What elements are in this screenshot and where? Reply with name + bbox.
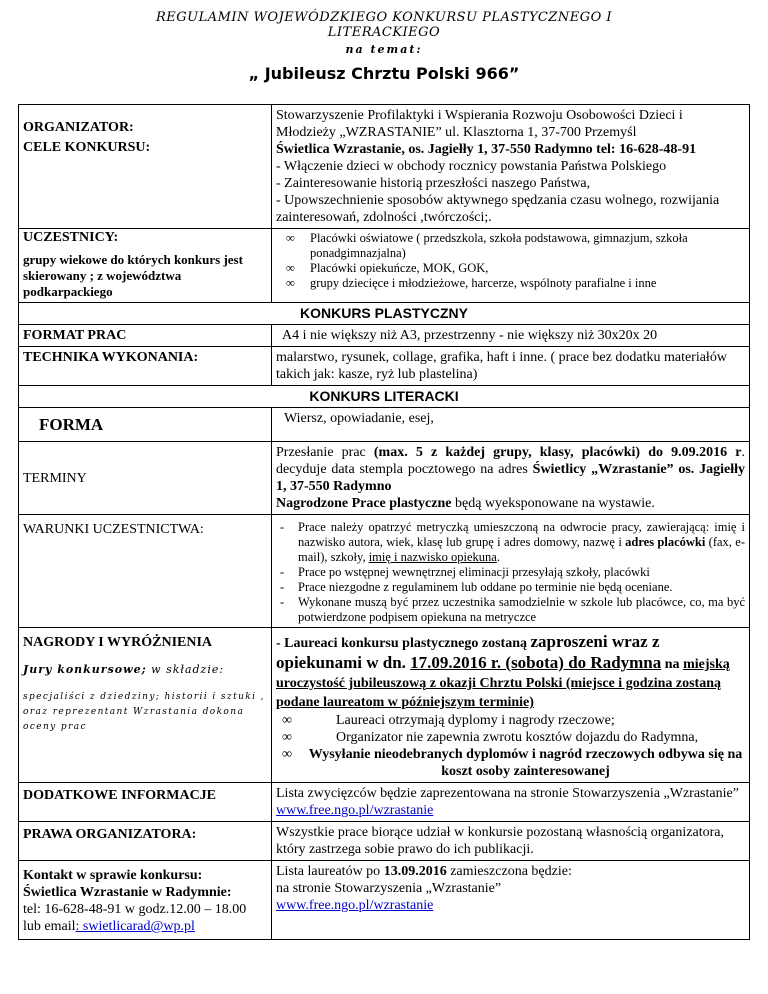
exhibition-note: będą wyeksponowane na wystawie. — [451, 496, 655, 511]
deadlines-value — [272, 442, 750, 515]
rights-value: Wszystkie prace biorące udział w konkursie pozostaną własnością organizatora, który zastrzega sobie prawo do ich publikacji. — [272, 822, 750, 861]
participants-item: ∞ Placówki opiekuńcze, MOK, GOK, — [310, 261, 745, 276]
jury-label: Jury konkursowe; — [23, 663, 147, 676]
prizes-list — [276, 712, 745, 780]
label-additional: DODATKOWE INFORMACJE — [19, 783, 272, 822]
conditions-list — [276, 520, 745, 625]
rules-table — [18, 104, 750, 940]
prizes-cell — [272, 628, 750, 783]
additional-cell — [272, 783, 750, 822]
prizes-event-date: 17.09.2016 r. (sobota) do Radymna — [410, 653, 662, 672]
contact-email-link[interactable]: : swietlicarad@wp.pl — [75, 919, 195, 934]
deadline-stamp-note: . decyduje data stempla pocztowego na adres — [276, 445, 745, 477]
document-header — [0, 0, 768, 83]
organizer-address: Świetlica Wzrastanie, os. Jagiełły 1, 37-550 Radymno tel: 16-628-48-91 — [276, 142, 697, 157]
prizes-item: ∞ Organizator nie zapewnia zwrotu kosztów dojazdu do Radymna, — [306, 729, 745, 746]
condition-text: . — [496, 550, 500, 564]
participants-item: ∞ grupy dziecięce i młodzieżowe, harcerze, wspólnoty parafialne i inne — [310, 276, 745, 291]
deadline-text: Przesłanie prac — [276, 445, 374, 460]
prizes-invitation: zaproszeni wraz z opiekunami w dn. — [276, 632, 660, 672]
winners-list-text: Lista laureatów po — [276, 864, 384, 879]
prizes-text: na — [661, 657, 684, 672]
label-deadlines: TERMINY — [19, 442, 272, 515]
goals-item-1: - Włączenie dzieci w obchody rocznicy powstania Państwa Polskiego — [276, 159, 667, 174]
condition-underlined: imię i nazwisko opiekuna — [368, 550, 497, 564]
lit-section-heading: KONKURS LITERACKI — [19, 386, 750, 408]
label-conditions: WARUNKI UCZESTNICTWA: — [19, 515, 272, 628]
row-contact — [19, 861, 750, 940]
contact-phone-hours: tel: 16-628-48-91 w godz.12.00 – 18.00 lub email — [23, 902, 247, 934]
label-rights: PRAWA ORGANIZATORA: — [19, 822, 272, 861]
label-prizes: NAGRODY I WYRÓŻNIENIA — [23, 635, 213, 650]
label-technique: TECHNIKA WYKONANIA: — [19, 347, 272, 386]
deadline-address: Świetlicy „Wzrastanie” os. Jagiełły 1, 37-550 Radymno — [276, 462, 745, 494]
label-organizer: ORGANIZATOR: — [19, 105, 272, 229]
additional-link[interactable]: www.free.ngo.pl/wzrastanie — [276, 803, 434, 818]
jury-rest: w składzie: — [146, 663, 225, 676]
deadline-date: (max. 5 z każdej grupy, klasy, placówki) do 9.09.2016 r — [373, 445, 742, 460]
condition-bold: adres placówki — [625, 535, 706, 549]
participants-sub-label: grupy wiekowe do których konkurs jest skierowany ; z województwa podkarpackiego — [23, 252, 243, 299]
condition-text: (fax, e-mail), szkoły, — [298, 535, 745, 564]
prizes-text: - Laureaci konkursu plastycznego zostaną — [276, 636, 531, 651]
winners-list-link[interactable]: www.free.ngo.pl/wzrastanie — [276, 898, 434, 913]
row-rights — [19, 822, 750, 861]
row-form — [19, 408, 750, 442]
row-lit-section — [19, 386, 750, 408]
prizes-item: ∞ Wysyłanie nieodebranych dyplomów i nagród rzeczowych odbywa się na koszt osoby zainteresowanej — [306, 746, 745, 780]
contact-cell — [272, 861, 750, 940]
document-subtitle: na temat: — [345, 43, 423, 56]
winners-list-site: na stronie Stowarzyszenia „Wzrastanie” — [276, 881, 502, 896]
form-value: Wiersz, opowiadanie, esej, — [272, 408, 750, 442]
condition-item: - Prace po wstępnej wewnętrznej eliminacji przesyłają szkoły, placówki — [298, 565, 745, 580]
winners-list-text: zamieszczona będzie: — [446, 864, 572, 879]
organizer-text: Stowarzyszenie Profilaktyki i Wspierania Rozwoju Osobowości Dzieci i Młodzieży „WZRASTANIE” ul. Klasztorna 1, 37-700 Przemyśl — [276, 108, 683, 140]
label-format: FORMAT PRAC — [19, 325, 272, 347]
format-value: A4 i nie większy niż A3, przestrzenny - nie większy niż 30x20x 20 — [272, 325, 750, 347]
label-goals: CELE KONKURSU: — [23, 140, 151, 155]
row-conditions — [19, 515, 750, 628]
row-additional — [19, 783, 750, 822]
label-form: FORMA — [19, 408, 272, 442]
prizes-item: ∞ Laureaci otrzymają dyplomy i nagrody rzeczowe; — [306, 712, 745, 729]
condition-item: - Prace niezgodne z regulaminem lub oddane po terminie nie będą oceniane. — [298, 580, 745, 595]
goals-item-3: - Upowszechnienie sposobów aktywnego spędzania czasu wolnego, rozwijania zainteresowań, zdolności ,twórczości;. — [276, 193, 720, 225]
winners-list-date: 13.09.2016 — [383, 864, 447, 879]
participants-list — [276, 231, 745, 291]
row-format — [19, 325, 750, 347]
jury-description: specjaliści z dziedziny; historii i sztuki , oraz reprezentant Wzrastania dokona oceny prac — [23, 692, 265, 732]
participants-label-cell — [19, 140, 272, 303]
participants-item: ∞ Placówki oświatowe ( przedszkola, szkoła podstawowa, gimnazjum, szkoła ponadgimnazjalna) — [310, 231, 745, 261]
contest-theme: „ Jubileusz Chrztu Polski 966” — [248, 64, 520, 83]
contact-place: Świetlica Wzrastanie w Radymnie: — [23, 885, 232, 900]
participants-list-cell — [272, 229, 750, 303]
condition-item: - Wykonane muszą być przez uczestnika samodzielnie w szkole lub placówce, co, ma być potwierdzone podpisem opiekuna na metryczce — [298, 595, 745, 625]
awarded-works: Nagrodzone Prace plastyczne — [276, 496, 452, 511]
conditions-cell — [272, 515, 750, 628]
row-technique — [19, 347, 750, 386]
condition-text: Prace należy opatrzyć metryczką umieszczoną na odwrocie pracy, zawierającą: imię i nazwisko autora, wiek, klasę lub grupę i adres domowy, nazwę i — [298, 520, 745, 549]
additional-text: Lista zwycięzców będzie zaprezentowana na stronie Stowarzyszenia „Wzrastanie” — [276, 786, 739, 801]
row-participants — [19, 229, 750, 303]
label-contact: Kontakt w sprawie konkursu: — [23, 868, 203, 883]
prizes-label-cell — [19, 628, 272, 783]
row-deadlines — [19, 442, 750, 515]
goals-item-2: - Zainteresowanie historią przeszłości naszego Państwa, — [276, 176, 591, 191]
technique-value: malarstwo, rysunek, collage, grafika, haft i inne. ( prace bez dodatku materiałów takich jak: kasze, ryż lub plastelina) — [272, 347, 750, 386]
row-prizes — [19, 628, 750, 783]
condition-item — [298, 520, 745, 565]
jury-line — [23, 661, 267, 678]
organizer-details — [272, 105, 750, 229]
document-title: REGULAMIN WOJEWÓDZKIEGO KONKURSU PLASTYCZNEGO I LITERACKIEGO — [155, 10, 613, 40]
prizes-intro — [276, 632, 745, 712]
label-participants: UCZESTNICY: — [23, 230, 119, 245]
prizes-event-details: miejską uroczystość jubileuszową z okazji Chrztu Polski (miejsce i godzina zostaną podane laureatom w późniejszym terminie) — [276, 657, 730, 710]
contact-label-cell — [19, 861, 272, 940]
row-art-section — [19, 303, 750, 325]
art-section-heading: KONKURS PLASTYCZNY — [19, 303, 750, 325]
